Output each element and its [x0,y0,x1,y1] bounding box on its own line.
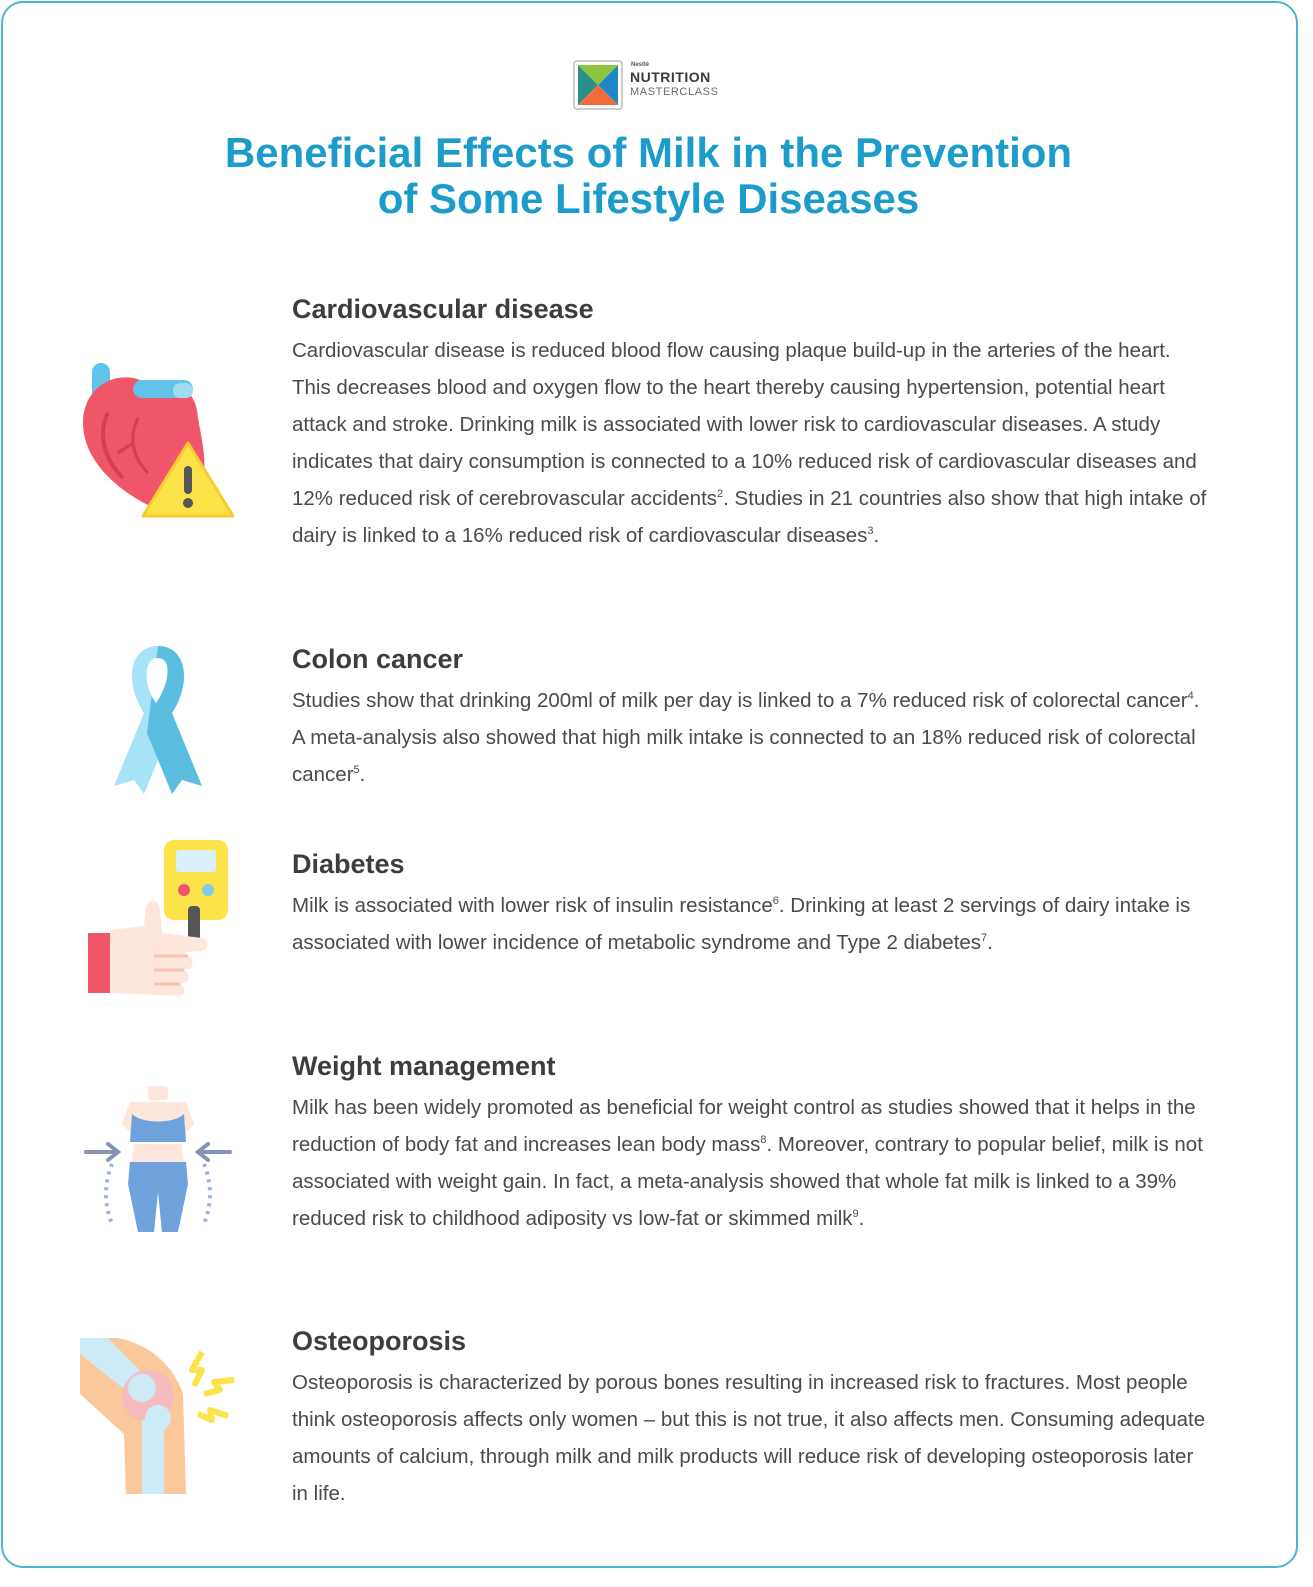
section-heading: Diabetes [292,849,405,879]
section-heading: Osteoporosis [292,1326,467,1356]
logo-line2: MASTERCLASS [630,86,719,98]
slim-body-icon [82,1084,234,1236]
section-diabetes [292,847,1212,961]
knee-joint-pain-icon [78,1334,238,1496]
awareness-ribbon-icon [104,638,212,794]
page-title [0,130,1297,222]
section-text: Cardiovascular disease is reduced blood flow causing plaque build-up in the arteries of the heart. This decreases blood and oxygen flow to the heart thereby causing hypertension, potential heart attack and stroke. Drinking milk is associated with lower risk to cardiovascular diseases. A study indicates that dairy consumption is connected to a 10% reduced risk of cardiovascular diseases and 12% reduced risk of cerebrovascular accidents$^2$. Studies in 21 countries also show that high intake of dairy is linked to a 16% reduced risk of cardiovascular diseases$^3$. [292,339,1207,547]
logo-mark-icon [573,60,623,110]
title-line2: of Some Lifestyle Diseases [377,175,920,222]
heart-warning-icon [78,358,238,523]
section-text: Milk has been widely promoted as beneficial for weight control as studies showed that it helps in the reduction of body fat and increases lean body mass$^8$. Moreover, contrary to popular belief, milk is not associated with weight gain. In fact, a meta-analysis showed that whole fat milk is linked to a 39% reduced risk to childhood adiposity vs low-fat or skimmed milk$^9$. [292,1096,1203,1230]
section-weight-management [292,1049,1212,1237]
section-text: Milk is associated with lower risk of insulin resistance$^6$. Drinking at least 2 servings of dairy intake is associated with lower incidence of metabolic syndrome and Type 2 diabetes$^7$. [292,894,1191,954]
glucose-meter-icon [84,838,234,1000]
section-text: Studies show that drinking 200ml of milk per day is linked to a 7% reduced risk of colorectal cancer$^4$. A meta-analysis also showed that high milk intake is connected to an 18% reduced risk of colorectal cancer$^5$. [292,689,1200,786]
section-heading: Weight management [292,1051,556,1081]
nutrition-masterclass-logo [573,60,733,112]
title-line1: Beneficial Effects of Milk in the Prevention [224,129,1073,176]
logo-line1: NUTRITION [630,69,711,85]
logo-brand: Nestlé [631,62,650,68]
section-heading: Cardiovascular disease [292,294,594,324]
section-osteoporosis [292,1324,1212,1512]
section-text: Osteoporosis is characterized by porous bones resulting in increased risk to fractures. Most people think osteoporosis affects only women – but this is not true, it also affects men. Consuming adequate amounts of calcium, through milk and milk products will reduce risk of developing osteoporosis later in life. [292,1371,1206,1505]
section-colon-cancer [292,642,1212,793]
section-heading: Colon cancer [292,644,464,674]
section-cardiovascular [292,292,1212,554]
